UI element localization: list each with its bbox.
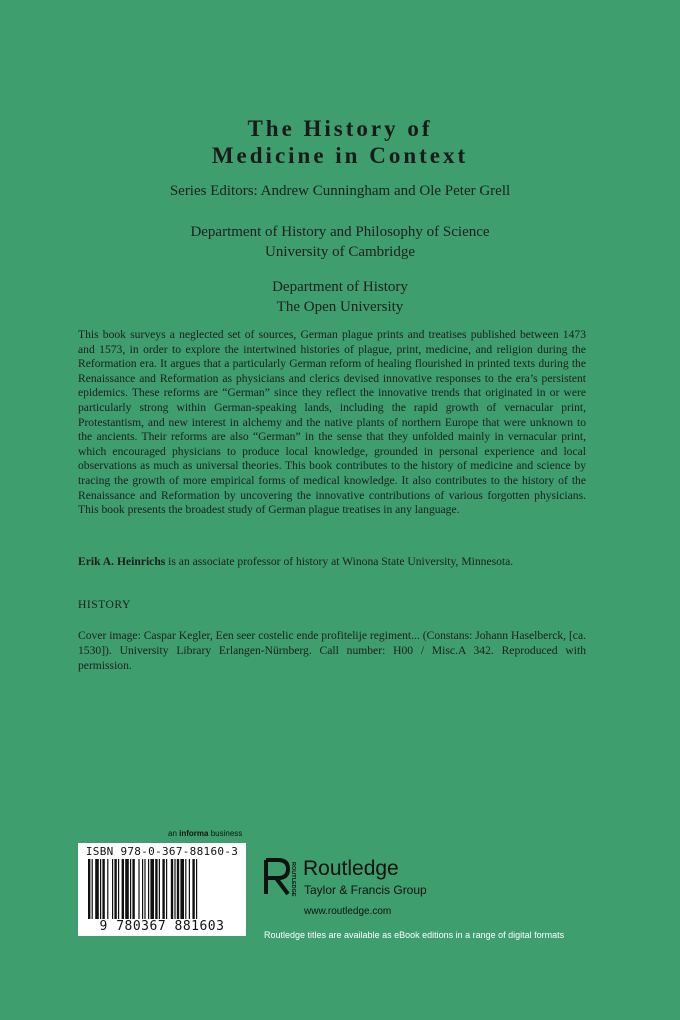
author-bio xyxy=(78,555,588,570)
barcode-bar xyxy=(162,859,164,919)
department-cambridge xyxy=(0,222,680,262)
series-editors: Series Editors: Andrew Cunningham and Ole Peter Grell xyxy=(169,183,511,199)
barcode-bar xyxy=(144,859,145,919)
barcode-bar xyxy=(102,859,104,919)
cover-image-credit: Cover image: Caspar Kegler, Een seer costelic ende profitelije regiment... (Constans: Johann Haselberck, [ca. 1530]). University Library Erlangen-Nürnberg. Call number: H00 / Misc.A 342. Reproduced with permission. xyxy=(78,629,586,672)
barcode-bar xyxy=(122,859,124,919)
barcode-bar xyxy=(95,859,99,919)
barcode-bar xyxy=(112,859,113,919)
barcode-bar xyxy=(171,859,173,919)
dept2-line1: Department of History xyxy=(272,279,408,295)
barcode-bar xyxy=(148,859,149,919)
publisher-url: www.routledge.com xyxy=(304,906,392,917)
barcode-bar xyxy=(92,859,93,919)
isbn-digits: 9 780367 881603 xyxy=(99,919,225,934)
barcode-bars xyxy=(88,859,236,919)
publisher-group: Taylor & Francis Group xyxy=(304,883,427,897)
barcode-bar xyxy=(185,859,186,919)
barcode-bar xyxy=(192,859,194,919)
dept1-line2: University of Cambridge xyxy=(265,244,415,260)
subject-category: HISTORY xyxy=(78,598,131,611)
series-title-line2: Medicine in Context xyxy=(211,143,469,168)
publisher-name: Routledge xyxy=(303,857,399,880)
routledge-logo-text: ROUTLEDGE xyxy=(290,862,296,897)
barcode-bar xyxy=(118,859,119,919)
barcode-bar xyxy=(107,859,108,919)
isbn-label: ISBN 978-0-367-88160-3 xyxy=(85,845,239,858)
barcode-bar xyxy=(159,859,160,919)
isbn-barcode xyxy=(78,843,246,936)
author-name: Erik A. Heinrichs xyxy=(78,555,166,568)
barcode-bar xyxy=(88,859,90,919)
author-description: is an associate professor of history at Winona State University, Minnesota. xyxy=(165,555,514,568)
informa-tagline xyxy=(168,829,242,838)
barcode-bar xyxy=(189,859,190,919)
barcode-bar xyxy=(114,859,116,919)
barcode-bar xyxy=(130,859,131,919)
barcode-bar xyxy=(132,859,134,919)
barcode-bar xyxy=(177,859,179,919)
barcode-bar xyxy=(166,859,167,919)
barcode-bar xyxy=(174,859,175,919)
dept2-line2: The Open University xyxy=(276,299,404,315)
barcode-bar xyxy=(100,859,101,919)
barcode-bar xyxy=(196,859,197,919)
barcode-bar xyxy=(150,859,154,919)
department-open-university xyxy=(0,277,680,317)
informa-suffix: business xyxy=(208,829,243,838)
series-title xyxy=(0,115,680,169)
series-title-line1: The History of xyxy=(247,116,433,141)
ebook-note: Routledge titles are available as eBook editions in a range of digital formats xyxy=(264,930,565,940)
routledge-logo-icon xyxy=(262,856,296,902)
barcode-bar xyxy=(125,859,129,919)
barcode-bar xyxy=(142,859,143,919)
informa-word: informa xyxy=(179,829,209,838)
dept1-line1: Department of History and Philosophy of Science xyxy=(190,224,490,240)
barcode-bar xyxy=(180,859,184,919)
book-blurb: This book surveys a neglected set of sources, German plague prints and treatises published between 1473 and 1573, in order to explore the intertwined histories of plague, print, medicine, and religion during the Reformation era. It argues that a particularly German reform of healing flourished in printed texts during the Renaissance and Reformation as physicians and clerics devised innovative responses to the era’s persistent epidemics. These reforms are “German” since they reflect the innovative trends that originated in or were particularly strong within German-speaking lands, including the rapid growth of vernacular print, Protestantism, and new interest in alchemy and the native plants of northern Europe that were unknown to the ancients. Their reforms are also “German” in the sense that they unfolded mainly in vernacular print, which encouraged physicians to produce local knowledge, grounded in personal experience and local observations as much as universal theories. This book contributes to the history of medicine and science by tracing the growth of more empirical forms of medical knowledge. It also contributes to the history of the Renaissance and Reformation by uncovering the innovative contributions of various forgotten physicians. This book presents the broadest study of German plague treatises in any language. xyxy=(78,328,586,517)
informa-prefix: an xyxy=(168,829,180,838)
barcode-bar xyxy=(138,859,139,919)
barcode-bar xyxy=(155,859,157,919)
